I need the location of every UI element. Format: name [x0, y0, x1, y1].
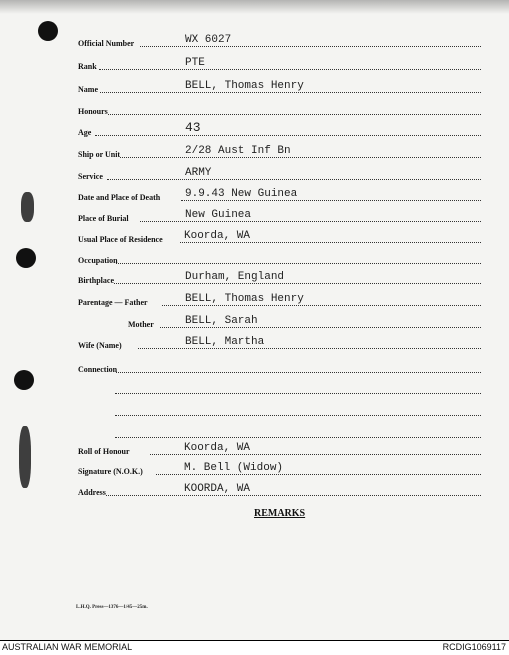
record-id: RCDIG1069117	[442, 642, 506, 652]
connection-line-2	[115, 380, 481, 396]
wife-row	[78, 335, 481, 351]
official-number-label: Official Number	[78, 39, 135, 48]
name-label: Name	[78, 85, 98, 94]
death-row	[78, 187, 481, 203]
punch-hole-middle	[16, 248, 36, 268]
occupation-label: Occupation	[78, 256, 118, 265]
archive-footer	[0, 640, 509, 655]
name-row	[78, 79, 481, 95]
scan-smudge	[19, 426, 31, 488]
connection-row	[78, 359, 481, 375]
connection-line-4	[115, 424, 481, 440]
occupation-row	[78, 250, 481, 266]
service-row	[78, 166, 481, 182]
address-label: Address	[78, 488, 106, 497]
roll-of-honour-value: Koorda, WA	[184, 442, 251, 454]
age-value: 43	[185, 120, 201, 135]
signature-value: M. Bell (Widow)	[184, 462, 284, 474]
address-value: KOORDA, WA	[184, 483, 251, 495]
mother-label: Mother	[128, 320, 154, 329]
wife-value: BELL, Martha	[185, 336, 265, 348]
scan-smudge	[21, 192, 34, 222]
signature-row	[78, 461, 481, 477]
official-number-value: WX 6027	[185, 34, 232, 46]
rank-value: PTE	[185, 57, 205, 69]
father-value: BELL, Thomas Henry	[185, 293, 304, 305]
burial-row	[78, 208, 481, 224]
ship-unit-row	[78, 144, 481, 160]
service-label: Service	[78, 172, 103, 181]
father-row	[78, 292, 481, 308]
archive-name: AUSTRALIAN WAR MEMORIAL	[2, 642, 133, 652]
father-label: Parentage — Father	[78, 298, 148, 307]
service-value: ARMY	[185, 167, 212, 179]
roll-of-honour-label: Roll of Honour	[78, 447, 130, 456]
age-label: Age	[78, 128, 92, 137]
address-row	[78, 482, 481, 498]
mother-row	[78, 314, 481, 330]
honours-row	[78, 101, 481, 117]
birthplace-row	[78, 270, 481, 286]
honours-label: Honours	[78, 107, 108, 116]
mother-value: BELL, Sarah	[185, 315, 258, 327]
scan-edge-noise	[0, 0, 509, 14]
punch-hole-top	[38, 21, 58, 41]
birthplace-label: Birthplace	[78, 276, 114, 285]
birthplace-value: Durham, England	[185, 271, 285, 283]
rank-row	[78, 56, 481, 72]
printer-imprint: L.H.Q. Press—1376—1/45—25m.	[76, 605, 148, 610]
ship-unit-value: 2/28 Aust Inf Bn	[185, 145, 291, 157]
connection-label: Connection	[78, 365, 118, 374]
residence-value: Koorda, WA	[184, 230, 251, 242]
ship-unit-label: Ship or Unit	[78, 150, 121, 159]
residence-row	[78, 229, 481, 245]
rank-label: Rank	[78, 62, 97, 71]
remarks-heading: REMARKS	[254, 508, 306, 519]
age-row	[78, 122, 481, 138]
wife-label: Wife (Name)	[78, 341, 122, 350]
burial-value: New Guinea	[185, 209, 252, 221]
name-value: BELL, Thomas Henry	[185, 80, 304, 92]
death-label: Date and Place of Death	[78, 193, 161, 202]
signature-label: Signature (N.O.K.)	[78, 467, 143, 476]
roll-of-honour-row	[78, 441, 481, 457]
burial-label: Place of Burial	[78, 214, 129, 223]
punch-hole-lower	[14, 370, 34, 390]
official-number-row	[78, 33, 481, 49]
connection-line-3	[115, 402, 481, 418]
death-value: 9.9.43 New Guinea	[185, 188, 298, 200]
residence-label: Usual Place of Residence	[78, 235, 163, 244]
